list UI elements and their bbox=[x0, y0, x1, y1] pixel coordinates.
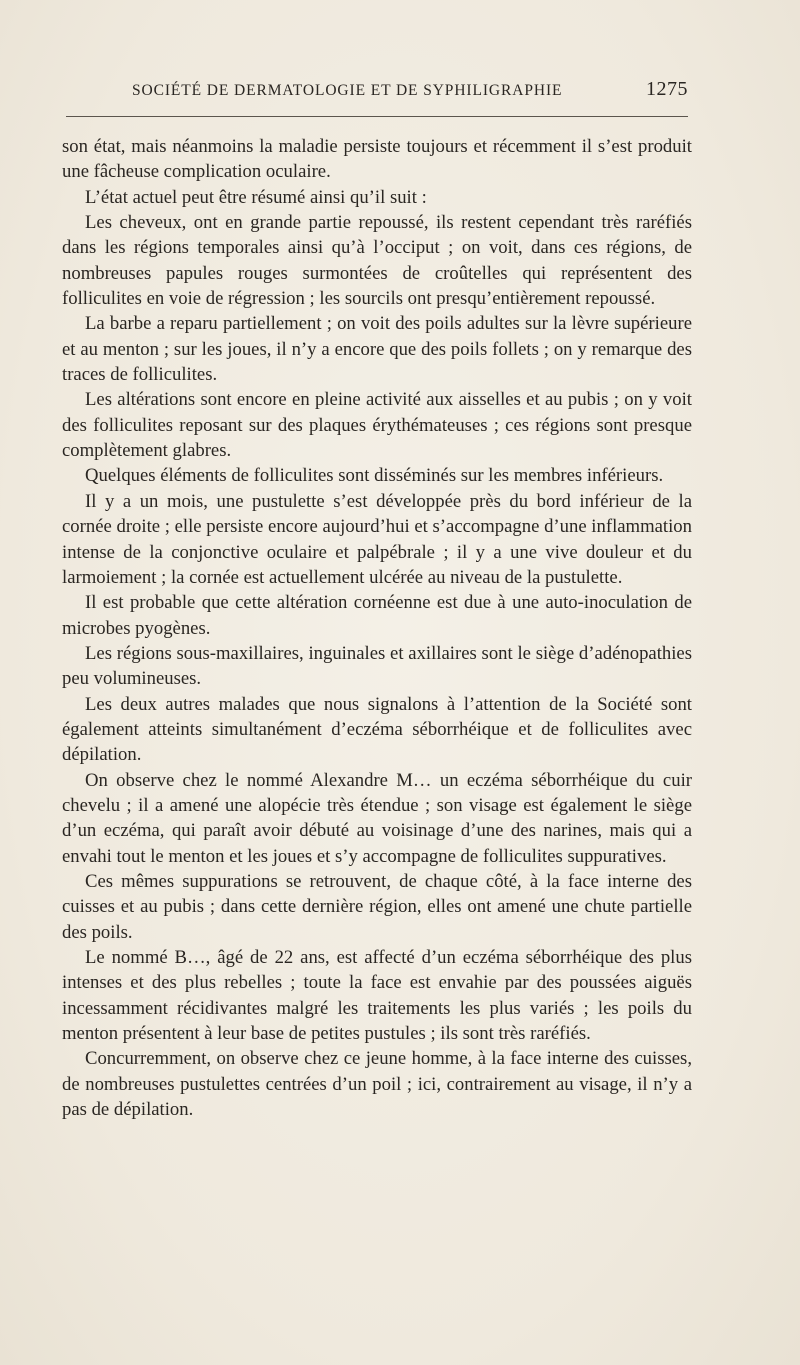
paragraph: Il y a un mois, une pustulette s’est développée près du bord inférieur de la cornée droite ; elle persiste encore aujourd’hui et s’accompagne d’une inflammation intense de la conjonctive oculaire et palpébrale ; il y a une vive douleur et du larmoiement ; la cornée est actuellement ulcérée au niveau de la pustulette. bbox=[62, 490, 692, 588]
paragraph: L’état actuel peut être résumé ainsi qu’il suit : bbox=[85, 186, 427, 208]
running-header bbox=[132, 78, 688, 102]
body-text bbox=[62, 134, 692, 1122]
page-number: 1275 bbox=[646, 78, 688, 100]
paragraph: La barbe a reparu partiellement ; on voit des poils adultes sur la lèvre supérieure et au menton ; sur les joues, il n’y a encore que des poils follets ; on y remarque des traces de folliculites. bbox=[62, 313, 692, 386]
paragraph: Le nommé B…, âgé de 22 ans, est affecté d’un eczéma séborrhéique des plus intenses et des plus rebelles ; toute la face est envahie par des poussées aiguës incessamment récidivantes malgré les traitements les plus variés ; les poils du menton présentent à leur base de petites pustules ; ils sont très raréfiés. bbox=[62, 947, 692, 1045]
running-title: SOCIÉTÉ DE DERMATOLOGIE ET DE SYPHILIGRAPHIE bbox=[132, 82, 563, 99]
paragraph: Ces mêmes suppurations se retrouvent, de chaque côté, à la face interne des cuisses et au pubis ; dans cette dernière région, elles ont amené une chute partielle des poils. bbox=[62, 870, 692, 943]
paragraph: Les cheveux, ont en grande partie repoussé, ils restent cependant très raréfiés dans les régions temporales ainsi qu’à l’occiput ; on voit, dans ces régions, de nombreuses papules rouges surmontées de croûtelles qui représentent des folliculites en voie de régression ; les sourcils ont presqu’entièrement repoussé. bbox=[62, 212, 692, 310]
paragraph: son état, mais néanmoins la maladie persiste toujours et récemment il s’est produit une fâcheuse complication oculaire. bbox=[62, 136, 692, 183]
paragraph: Les régions sous-maxillaires, inguinales et axillaires sont le siège d’adénopathies peu volumineuses. bbox=[62, 642, 692, 690]
paragraph: Les deux autres malades que nous signalons à l’attention de la Société sont également atteints simultanément d’eczéma séborrhéique et de folliculites avec dépilation. bbox=[62, 693, 692, 766]
paragraph: On observe chez le nommé Alexandre M… un eczéma séborrhéique du cuir chevelu ; il a amené une alopécie très étendue ; son visage est également le siège d’un eczéma, qui paraît avoir débuté au voisinage d’une des narines, mais qui a envahi tout le menton et les joues et s’y accompagne de folliculites suppuratives. bbox=[62, 769, 692, 867]
paragraph: Quelques éléments de folliculites sont disséminés sur les membres inférieurs. bbox=[85, 465, 664, 487]
paragraph: Concurremment, on observe chez ce jeune homme, à la face interne des cuisses, de nombreuses pustulettes centrées d’un poil ; ici, contrairement au visage, il n’y a pas de dépilation. bbox=[62, 1048, 692, 1121]
paragraph: Les altérations sont encore en pleine activité aux aisselles et au pubis ; on y voit des folliculites reposant sur des plaques érythémateuses ; ces régions sont presque complètement glabres. bbox=[62, 389, 692, 462]
header-rule bbox=[66, 116, 688, 117]
paragraph: Il est probable que cette altération cornéenne est due à une auto-inoculation de microbes pyogènes. bbox=[62, 592, 692, 639]
